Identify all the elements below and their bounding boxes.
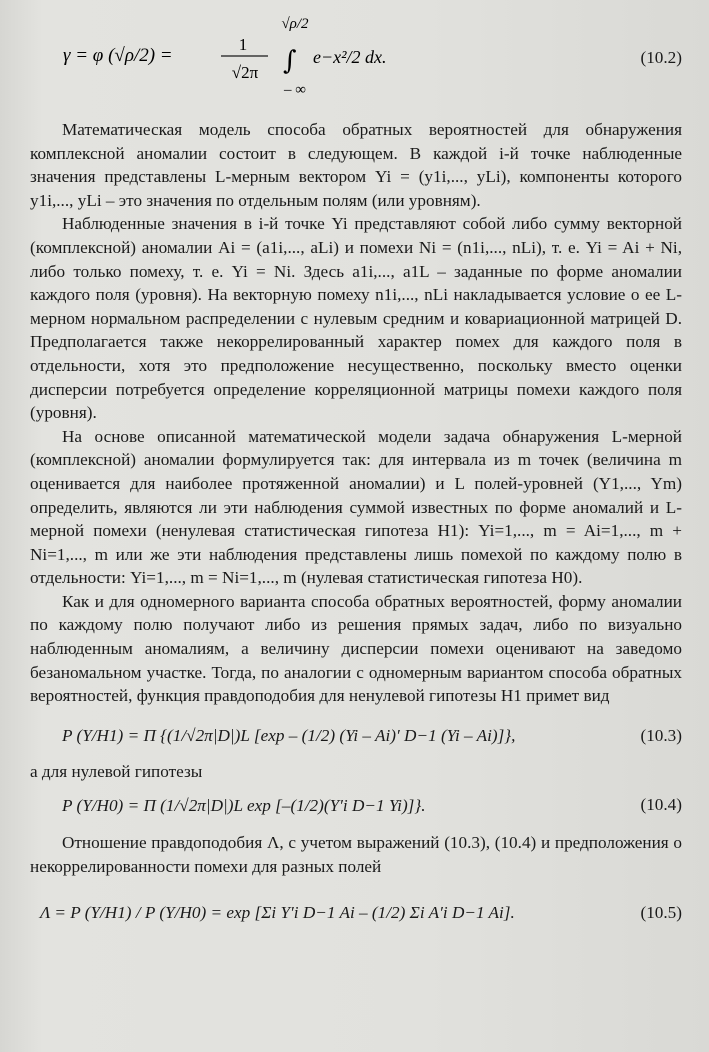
paragraph-model-description: Математическая модель способа обратных вероятностей для обнаружения комплексной аномалии состоит в следующем. В каждой i-й точке наблюденные значения представлены L-мерным вектором Yi = (y1i,..., yLi), компоненты которого y1i,..., yLi – это значения по отдельным полям (или уровням). — [30, 120, 682, 210]
page-content — [30, 0, 682, 941]
equation-number-10-2: (10.2) — [640, 48, 682, 67]
paragraph-detection-task: На основе описанной математической модели задача обнаружения L-мерной (комплексной) аномалии формулируется так: для интервала из m точек (величина m оценивается для наиболее протяженной аномалии) и L полей-уровней (Y1,..., Ym) определить, являются ли эти наблюдения суммой известных по форме аномалий и L-мерной помехи (ненулевая статистическая гипотеза H1): Yi=1,..., m = Ai=1,..., m + Ni=1,..., m или же эти наблюдения представлены лишь помехой по каждому полю в отдельности: Yi=1,..., m = Ni=1,..., m (нулевая статистическая гипотеза H0). — [30, 426, 682, 588]
equation-10-2-graphic — [63, 6, 623, 102]
paragraph-likelihood-ratio: Отношение правдоподобия Λ, с учетом выражений (10.3), (10.4) и предположения о некоррелированности помехи для разных полей — [30, 833, 682, 877]
eq-10-2-frac-den: √2π — [231, 63, 259, 82]
paragraph-observed-values: Наблюденные значения в i-й точке Yi представляют собой либо сумму векторной (комплексной) аномалии Ai = (a1i,..., aLi) и помехи Ni = (n1i,..., nLi), т. е. Yi = Ai + Ni, либо только помеху, т. е. Yi = Ni. Здесь a1i,..., a1L – заданные по форме аномалии каждого поля (уровня). На векторную помеху n1i,..., nLi накладывается условие о ее L-мерном нормальном распределении с нулевым средним и ковариационной матрицей D. Предполагается также некоррелированный характер помех для каждого поля в отдельности, хотя это предположение несущественно, поскольку вместо оценки дисперсии потребуется определение корреляционной матрицы помехи каждого поля (уровня). — [30, 214, 682, 423]
eq-10-2-int-lower: – ∞ — [284, 82, 306, 98]
eq-10-2-int-upper: √ρ/2 — [281, 16, 309, 32]
eq-10-2-frac-num: 1 — [238, 35, 248, 54]
equation-number-10-3: (10.3) — [640, 725, 682, 745]
equation-10-4 — [30, 783, 682, 827]
equation-10-3-body: P (Y/H1) = Π {(1/√2π|D|)L [exp – (1/2) (Yi – Ai)′ D−1 (Yi – Ai)]}, — [62, 726, 516, 746]
eq-10-2-lhs: γ = φ (√ρ/2) = — [63, 45, 173, 66]
eq-10-2-integral-sign: ∫ — [283, 46, 297, 76]
equation-10-2 — [30, 6, 682, 102]
equation-number-10-4: (10.4) — [640, 795, 682, 815]
paragraph-likelihood-intro: Как и для одномерного варианта способа обратных вероятностей, форму аномалии по каждому полю получают либо из решения прямых задач, либо по визуально наблюденным аномалиям, а величину дисперсии помехи оценивают на заведомо безаномальном участке. Тогда, по аналогии с одномерным вариантом способа обратных вероятностей, функция правдоподобия для ненулевой гипотезы H1 примет вид — [30, 591, 682, 706]
eq-10-2-integrand: e−x²/2 dx. — [313, 47, 387, 67]
paragraph-null-hypothesis-label: а для нулевой гипотезы — [30, 761, 203, 781]
equation-10-4-body: P (Y/H0) = Π (1/√2π|D|)L exp [–(1/2)(Y′i D−1 Yi)]}. — [62, 795, 426, 815]
equation-10-5 — [30, 885, 682, 941]
equation-10-5-body: Λ = P (Y/H1) / P (Y/H0) = exp [Σi Y′i D−1 Ai – (1/2) Σi A′i D−1 Ai]. — [40, 902, 515, 922]
equation-10-3 — [30, 712, 682, 760]
equation-number-10-5: (10.5) — [640, 902, 682, 922]
